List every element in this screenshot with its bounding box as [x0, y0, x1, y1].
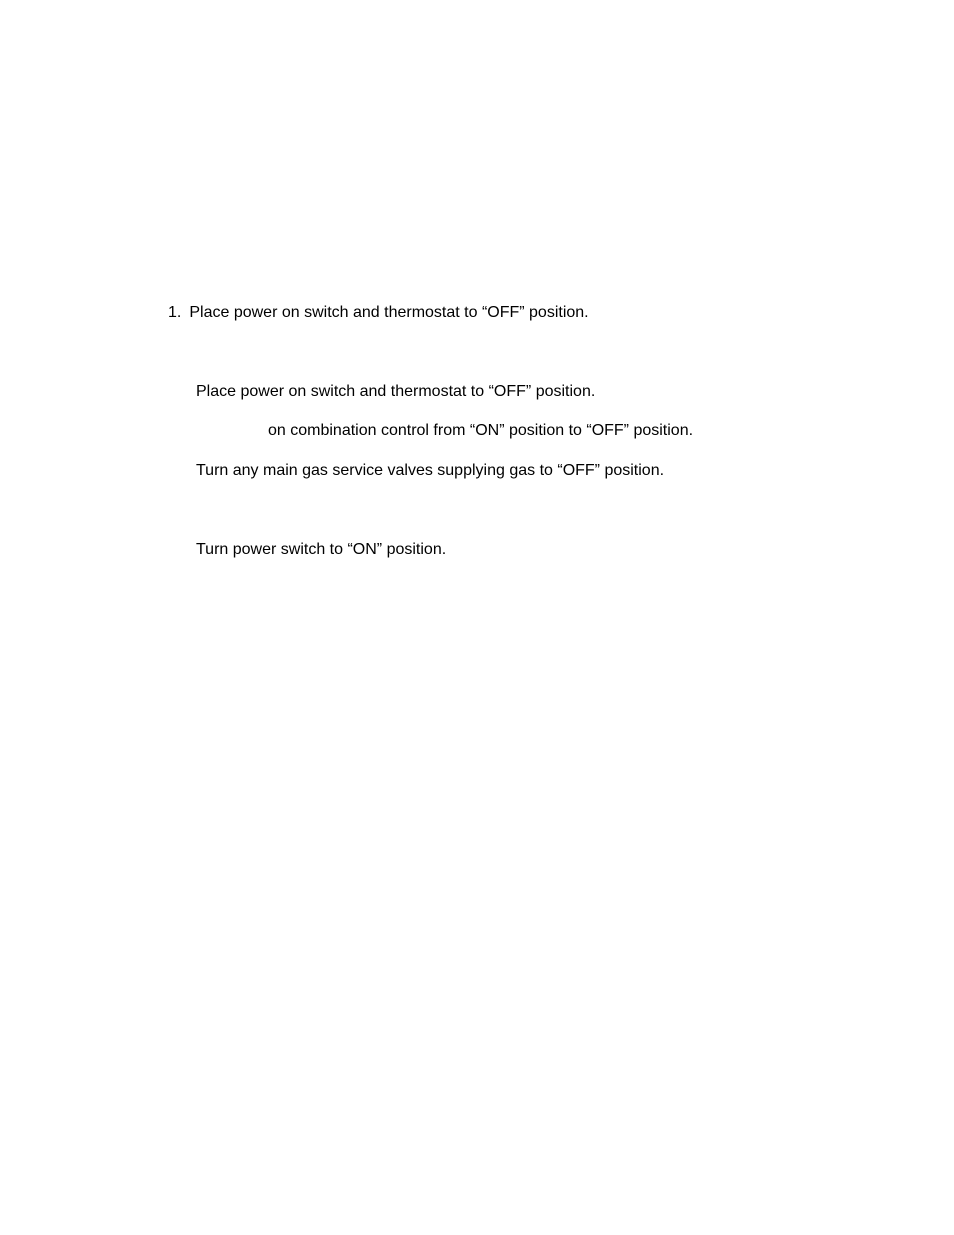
instruction-line-4: Turn any main gas service valves supplying gas to “OFF” position. [196, 462, 665, 479]
instruction-line-2: Place power on switch and thermostat to “OFF” position. [196, 383, 596, 400]
instruction-line-3: on combination control from “ON” position to “OFF” position. [268, 422, 694, 439]
step-1-number: 1. [168, 304, 182, 321]
step-1 [168, 304, 589, 322]
instruction-line-5: Turn power switch to “ON” position. [196, 541, 447, 558]
step-1-text: Place power on switch and thermostat to “OFF” position. [189, 304, 589, 321]
